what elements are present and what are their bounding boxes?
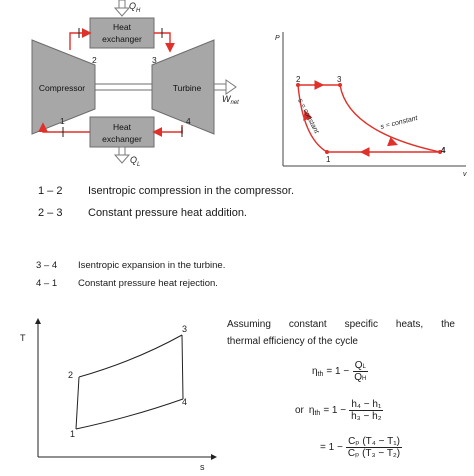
heat-in-arrow: [115, 0, 129, 16]
top-exchanger-label-2: exchanger: [102, 34, 142, 44]
eq3-lhs: = 1 −: [320, 442, 343, 453]
eq1-lhs: = 1 −: [326, 366, 350, 377]
process-number: 1 – 2: [38, 185, 63, 197]
efficiency-intro: [227, 316, 455, 350]
efficiency-equation-1: [312, 360, 368, 383]
eta-symbol: η: [312, 366, 318, 377]
eq2-lhs: = 1 −: [323, 405, 347, 416]
process-2-3: [38, 207, 247, 219]
process-1-2: [38, 185, 294, 197]
pv-state-points: [296, 83, 442, 154]
pv-point-4: 4: [441, 146, 446, 155]
ts-diagram: [10, 315, 220, 476]
eq1-fraction: [352, 360, 368, 383]
compressor-label: Compressor: [38, 83, 86, 93]
state-2-label: 2: [92, 55, 97, 65]
process-description: Constant pressure heat addition.: [88, 207, 247, 219]
ts-y-axis-label: T: [20, 333, 26, 343]
eq2-numerator: h₄ − h₁: [351, 399, 382, 410]
eta-subscript: th: [317, 370, 324, 378]
process-number: 3 – 4: [36, 260, 58, 271]
process-description: Isentropic expansion in the turbine.: [78, 260, 226, 271]
eq2-denominator: h₃ − h₂: [351, 411, 382, 422]
pv-point-3: 3: [337, 75, 342, 84]
efficiency-equation-3: [320, 436, 402, 459]
eq1-numerator: Q: [354, 360, 363, 371]
pv-point-2: 2: [296, 75, 301, 84]
eta-symbol: η: [308, 405, 315, 416]
ts-point-4: 4: [182, 397, 188, 407]
pv-x-axis-label: v: [463, 171, 467, 178]
pv-cycle-path: [298, 85, 440, 152]
pv-right-isentrope-label: s = constant: [379, 114, 419, 131]
eta-subscript: th: [314, 409, 321, 417]
bottom-exchanger-label-1: Heat: [113, 122, 131, 132]
pv-point-1: 1: [326, 155, 331, 164]
eq1-numerator-sub: L: [362, 364, 366, 370]
process-number: 4 – 1: [36, 278, 58, 289]
q-in-label: $Q_H$: [129, 1, 141, 14]
ts-point-3: 3: [182, 324, 188, 334]
w-net-label: $W_{net}$: [222, 94, 239, 106]
eq2-fraction: [349, 399, 383, 422]
eq1-denominator-sub: H: [362, 376, 367, 382]
state-4-label: 4: [186, 116, 191, 126]
top-exchanger-label-1: Heat: [113, 22, 131, 32]
pv-diagram: [270, 28, 474, 178]
cycle-schematic: [0, 0, 260, 180]
ts-point-2: 2: [68, 370, 74, 380]
process-3-4: [36, 260, 225, 271]
pv-y-axis-label: P: [275, 35, 280, 42]
state-1-label: 1: [60, 116, 65, 126]
process-description: Constant pressure heat rejection.: [78, 278, 218, 289]
eq1-denominator: Q: [354, 372, 362, 383]
process-description: Isentropic compression in the compressor.: [88, 185, 295, 197]
ts-point-1: 1: [70, 429, 76, 439]
eq3-numerator: Cₚ (T₄ − T₁): [348, 436, 400, 447]
ts-x-axis-label: s: [200, 462, 205, 472]
work-out-arrow: [214, 80, 236, 94]
turbine-label: Turbine: [172, 83, 202, 93]
ts-cycle-path: [76, 335, 183, 429]
heat-out-arrow: [115, 147, 129, 163]
state-3-label: 3: [152, 55, 157, 65]
or-label: or: [295, 405, 304, 416]
eq3-denominator: Cₚ (T₃ − T₂): [347, 448, 401, 459]
efficiency-intro-line-1: Assuming constant specific heats, the: [227, 319, 455, 330]
pv-left-isentrope-label: s = constant: [296, 97, 320, 135]
process-4-1: [36, 278, 218, 289]
eq3-fraction: [346, 436, 402, 459]
bottom-exchanger-label-2: exchanger: [102, 134, 142, 144]
process-number: 2 – 3: [38, 207, 63, 219]
efficiency-equation-2: [295, 399, 384, 422]
q-out-label: $Q_L$: [130, 155, 141, 168]
efficiency-intro-line-2: thermal efficiency of the cycle: [227, 336, 358, 347]
shaft: [95, 84, 152, 90]
